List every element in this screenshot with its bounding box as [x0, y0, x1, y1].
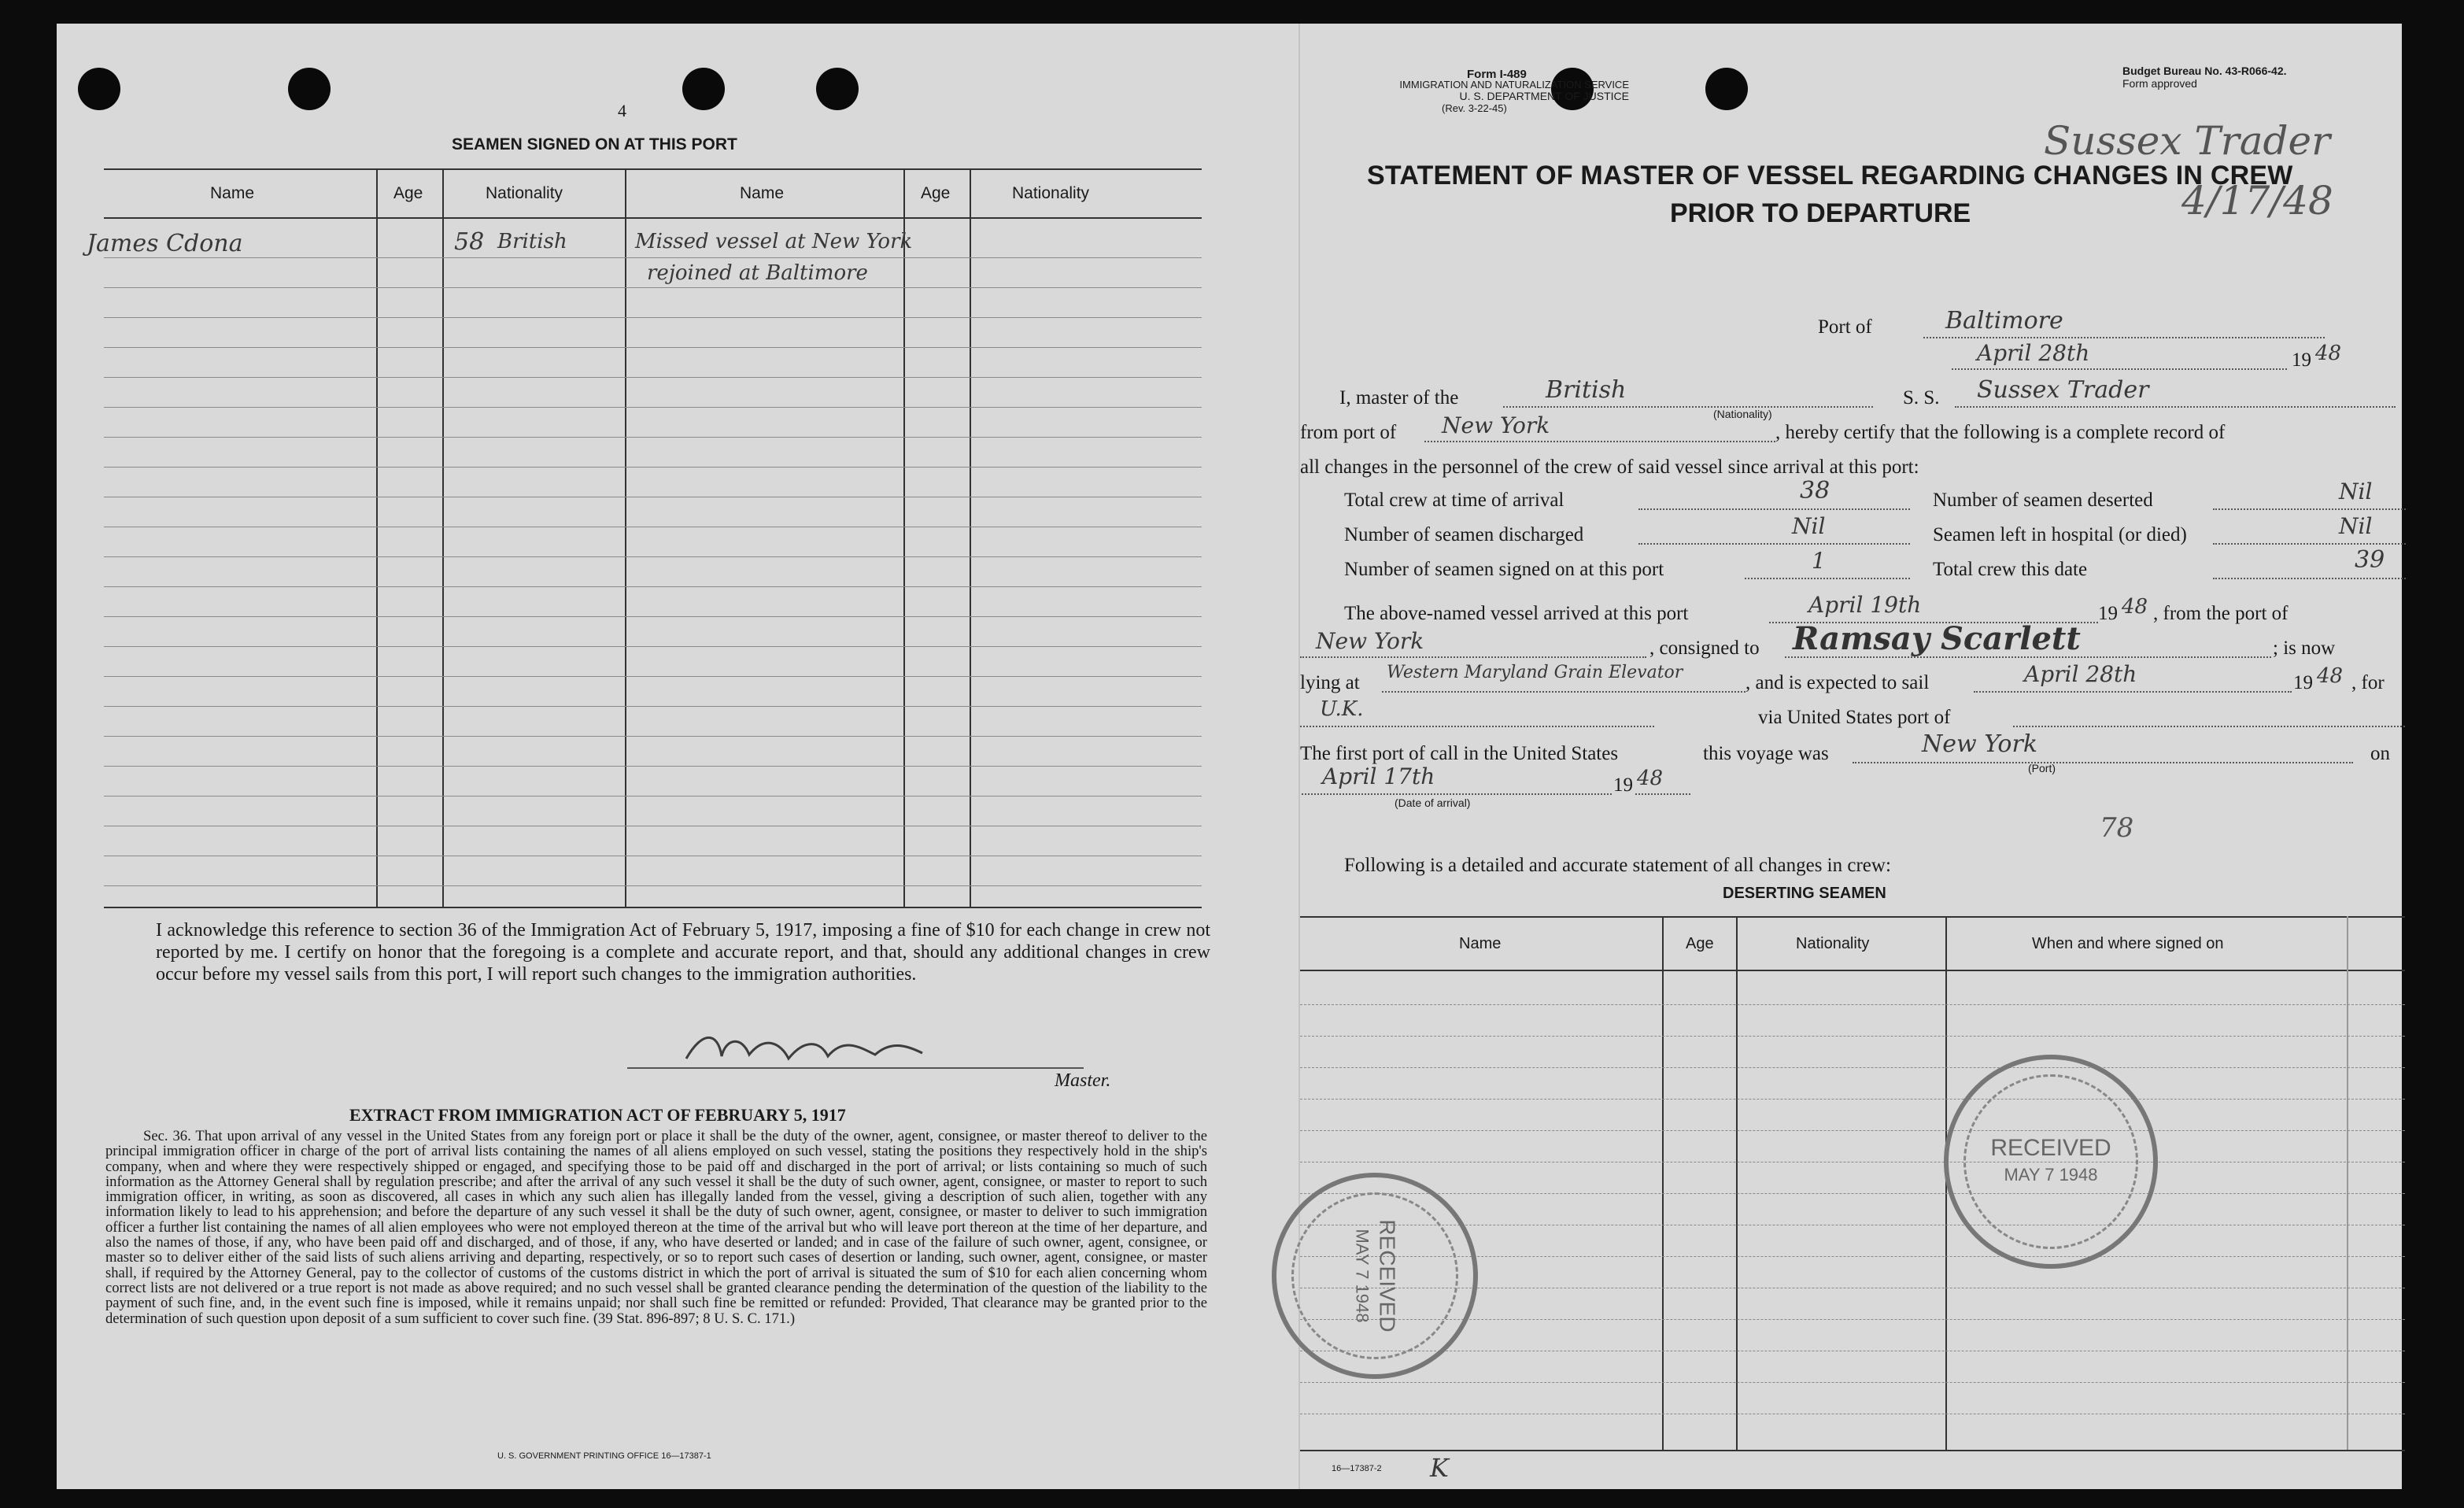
berth: Western Maryland Grain Elevator: [1387, 663, 1683, 682]
des-col-nationality: Nationality: [1796, 935, 1870, 952]
date-caption: (Date of arrival): [1395, 797, 1471, 809]
from-port-value: New York: [1442, 412, 1550, 438]
col-header-nationality: Nationality: [486, 184, 563, 202]
left-printer-line: U. S. GOVERNMENT PRINTING OFFICE 16—17387-1: [497, 1451, 711, 1461]
on-label: on: [2370, 743, 2390, 764]
col-header-name-2: Name: [740, 184, 785, 202]
received-stamp: [1944, 1055, 2158, 1269]
lying-at-label: lying at: [1300, 672, 1360, 693]
expected-text: , and is expected to sail: [1745, 672, 1930, 693]
stat-label: Number of seamen signed on at this port: [1344, 559, 1664, 580]
seamen-signed-title: SEAMEN SIGNED ON AT THIS PORT: [452, 135, 737, 153]
year-prefix-4: 19: [1613, 774, 1633, 796]
year-value: 48: [2315, 342, 2342, 365]
port-caption: (Port): [2028, 762, 2056, 774]
via-text: via United States port of: [1758, 707, 1951, 728]
stat-label: Number of seamen discharged: [1344, 524, 1584, 545]
stat-value: 38: [1800, 477, 1830, 505]
punch-hole: [78, 68, 120, 110]
agency-name: IMMIGRATION AND NATURALIZATION SERVICE: [1399, 79, 1629, 91]
entry-name: James Cdona: [87, 230, 243, 257]
stamp-text: RECEIVED: [1376, 1219, 1400, 1332]
sail-year: 48: [2317, 664, 2344, 688]
col-header-age: Age: [393, 184, 423, 202]
stamp-date: MAY 7 1948: [2004, 1165, 2098, 1185]
master-label: Master.: [1055, 1070, 1111, 1091]
form-number: Form I-489: [1467, 68, 1527, 81]
this-voyage-text: this voyage was: [1703, 743, 1829, 764]
certify-text: , hereby certify that the following is a complete record of: [1775, 422, 2226, 443]
des-col-when-where: When and where signed on: [2032, 935, 2224, 952]
consignee: Ramsay Scarlett: [1793, 620, 2081, 657]
is-now: ; is now: [2273, 638, 2336, 659]
entry-age: 58: [454, 228, 485, 256]
document-sheet: [57, 24, 2402, 1489]
statement-title: STATEMENT OF MASTER OF VESSEL REGARDING CHANGES IN CREW: [1367, 161, 2293, 190]
extract-title: EXTRACT FROM IMMIGRATION ACT OF FEBRUARY 5, 1917: [349, 1105, 846, 1125]
des-col-age: Age: [1686, 935, 1714, 952]
entry-remark-2: rejoined at Baltimore: [647, 261, 868, 285]
nationality-value: British: [1546, 376, 1627, 404]
ship-name: Sussex Trader: [1977, 376, 2149, 404]
port-label: Port of: [1818, 316, 1872, 338]
department-name: U. S. DEPARTMENT OF JUSTICE: [1459, 90, 1629, 102]
stat-value: Nil: [2339, 513, 2373, 539]
destination: U.K.: [1320, 697, 1364, 721]
nationality-caption: (Nationality): [1713, 408, 1772, 420]
stat-label: Total crew this date: [1933, 559, 2088, 580]
punch-hole: [816, 68, 859, 110]
form-approved: Form approved: [2122, 77, 2197, 90]
stamp-date: MAY 7 1948: [1353, 1229, 1372, 1323]
master-signature: [678, 1023, 938, 1074]
arrived-year: 48: [2122, 595, 2148, 619]
deserting-title: DESERTING SEAMEN: [1723, 885, 1886, 902]
count-note: 78: [2100, 812, 2134, 844]
received-stamp: [1272, 1173, 1478, 1379]
punch-hole: [288, 68, 331, 110]
col-header-age-2: Age: [921, 184, 951, 202]
certify-text-2: all changes in the personnel of the crew of said vessel since arrival at this port:: [1300, 456, 1919, 478]
stat-value: Nil: [2339, 479, 2373, 505]
arrived-text: The above-named vessel arrived at this port: [1344, 603, 1689, 624]
master-of-label: I, master of the: [1339, 387, 1459, 408]
corner-date: 4/17/48: [2181, 178, 2333, 224]
right-printer-line: 16—17387-2: [1332, 1464, 1382, 1473]
des-col-name: Name: [1459, 935, 1502, 952]
stat-label: Number of seamen deserted: [1933, 490, 2153, 511]
entry-remark: Missed vessel at New York: [635, 230, 913, 253]
from-port-label: from port of: [1300, 422, 1397, 443]
punch-hole: [1705, 68, 1748, 110]
sail-date: April 28th: [2024, 661, 2137, 687]
bottom-mark: K: [1430, 1453, 1449, 1483]
following-text: Following is a detailed and accurate statement of all changes in crew:: [1344, 855, 1891, 876]
punch-hole: [682, 68, 725, 110]
year-prefix-2: 19: [2098, 603, 2118, 624]
page-number: 4: [618, 101, 626, 120]
statement-subtitle: PRIOR TO DEPARTURE: [1670, 198, 1971, 228]
stat-label: Seamen left in hospital (or died): [1933, 524, 2187, 545]
stamp-text: RECEIVED: [1990, 1135, 2111, 1161]
date-value: April 28th: [1977, 340, 2090, 366]
arrived-from: New York: [1316, 628, 1424, 654]
first-port-year: 48: [1637, 767, 1664, 790]
first-port-text: The first port of call in the United States: [1300, 743, 1619, 764]
stat-value: Nil: [1792, 513, 1826, 539]
stat-value: 1: [1812, 548, 1826, 574]
col-header-nationality-2: Nationality: [1012, 184, 1090, 202]
arrived-date: April 19th: [1808, 592, 1922, 618]
for-label: , for: [2351, 672, 2385, 693]
consigned-to-label: , consigned to: [1649, 638, 1760, 659]
col-header-name: Name: [210, 184, 255, 202]
budget-bureau: Budget Bureau No. 43-R066-42.: [2122, 65, 2287, 77]
year-prefix-3: 19: [2293, 672, 2313, 693]
from-the-port-of: , from the port of: [2153, 603, 2289, 624]
port-value: Baltimore: [1945, 307, 2063, 334]
form-revision: (Rev. 3-22-45): [1442, 102, 1507, 114]
first-port-value: New York: [1922, 730, 2037, 758]
ss-label: S. S.: [1903, 387, 1940, 408]
acknowledgement-text: I acknowledge this reference to section 36 of the Immigration Act of February 5, 1917, imposing a fine of $10 for each change in crew not reported by me. I certify on honor that the foregoing is a complete and accurate report, and that, should any additional changes in crew occur before my vessel sails from this port, I will report such changes to the immigration authorities.: [156, 920, 1210, 985]
extract-text: Sec. 36. That upon arrival of any vessel in the United States from any foreign port or place it shall be the duty of the owner, agent, consignee, or master thereof to deliver to the principal immigration officer in charge of the port of arrival lists containing the names of all aliens employed on such vessel, stating the positions they respectively hold in the ship's company, when and where they were respectively shipped or engaged, and specifying those to be paid off and discharged in the port of arrival; or lists containing so much of such information as the Attorney General shall by regulation prescribe; and after the arrival of any such vessel it shall be the duty of such owner, agent, consignee, or master to report to such immigration officer, in writing, as soon as discovered, all cases in which any such alien has illegally landed from the vessel, giving a description of such alien, together with any information likely to lead to his apprehension; and before the departure of any such vessel it shall be the duty of such owner, agent, consignee, or master to deliver to such immigration officer a further list containing the names of all alien employees who were not employed thereon at the time of the arrival but who will leave port thereon at the time of her departure, and also the names of those, if any, who have been paid off and discharged, and of those, if any, who have deserted or landed; and in case of the failure of such owner, agent, consignee, or master so to deliver either of the said lists of such aliens arriving and departing, respectively, or so to report such cases of desertion or landing, such owner, agent, consignee, or master shall, if required by the Attorney General, pay to the collector of customs of the customs district in which the port of arrival is situated the sum of $10 for each alien concerning whom correct lists are not delivered or a true report is not made as above required; and no such vessel shall be granted clearance pending the determination of the question of the liability to the payment of such fine, and, in the event such fine is imposed, while it remains unpaid; nor shall such fine be remitted or refunded: Provided, That clearance may be granted prior to the determination of such question upon deposit of a sum sufficient to cover such fine. (39 Stat. 896-897; 8 U. S. C. 171.): [105, 1128, 1207, 1327]
year-prefix: 19: [2292, 349, 2311, 371]
stat-value: 39: [2355, 546, 2385, 574]
stat-label: Total crew at time of arrival: [1344, 490, 1564, 511]
first-port-date: April 17th: [1322, 763, 1435, 789]
entry-nationality: British: [497, 230, 567, 253]
corner-vessel-name: Sussex Trader: [2044, 118, 2331, 164]
